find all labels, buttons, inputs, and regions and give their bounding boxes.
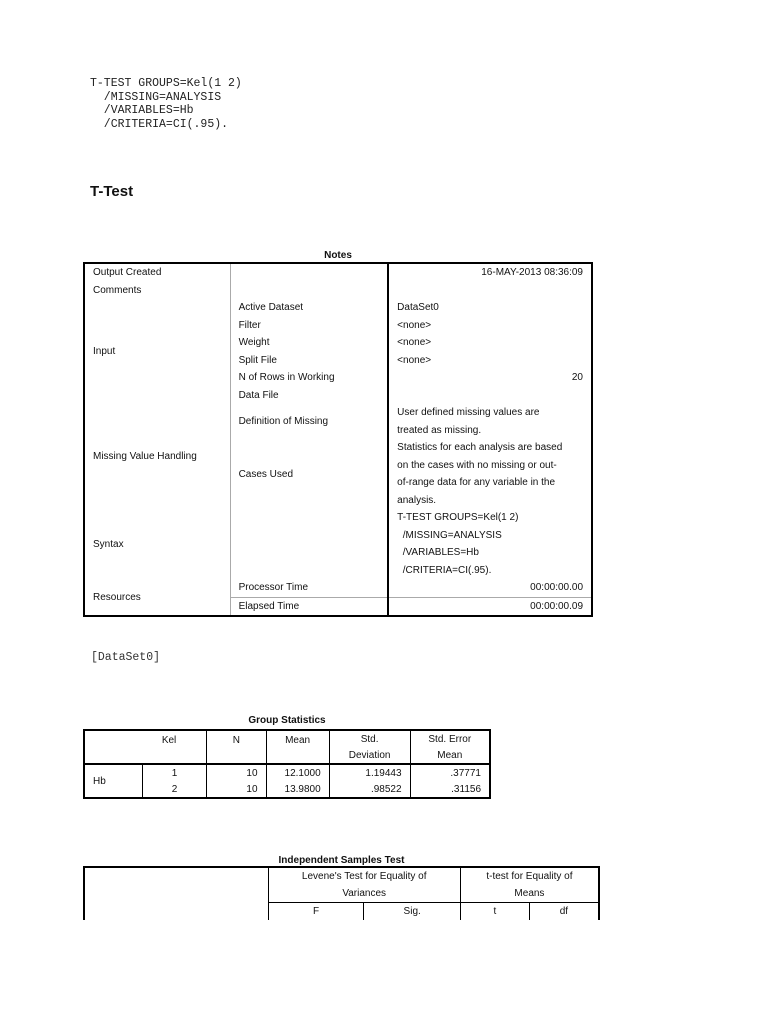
table-row: [84, 579, 592, 597]
missing-value-handling-label: Missing Value Handling: [84, 404, 230, 509]
output-created-value: 16-MAY-2013 08:36:09: [481, 267, 583, 279]
cases-used-label: Cases Used: [230, 439, 388, 509]
processor-time-value: 00:00:00.00: [388, 579, 592, 597]
weight-value: <none>: [397, 337, 432, 349]
elapsed-time-value: 00:00:00.09: [530, 600, 583, 612]
header-mean: Mean: [266, 730, 329, 764]
mean-value: 13.9800: [266, 781, 329, 798]
syntax-value: /VARIABLES=Hb: [397, 547, 479, 559]
syntax-value: /CRITERIA=CI(.95).: [397, 564, 492, 576]
processor-time-label: Processor Time: [230, 579, 388, 597]
independent-test-table: [83, 866, 600, 920]
header-std-deviation: Deviation: [329, 747, 410, 764]
dataset-label: [DataSet0]: [91, 651, 161, 664]
table-row: [84, 867, 599, 885]
group-statistics-caption: Group Statistics: [248, 715, 326, 726]
table-row: [84, 730, 490, 747]
ttest-header: t-test for Equality of: [460, 867, 599, 885]
notes-caption: Notes: [324, 250, 352, 261]
variable-label: Hb: [84, 764, 142, 798]
levene-header: Variances: [268, 885, 460, 903]
ttest-header: Means: [460, 885, 599, 903]
table-row: [84, 299, 592, 317]
syntax-line: T-TEST GROUPS=Kel(1 2): [90, 77, 242, 90]
definition-of-missing-value: User defined missing values are: [397, 407, 540, 419]
split-file-value: <none>: [397, 354, 432, 366]
active-dataset-label: Active Dataset: [230, 299, 388, 317]
cases-used-value: of-range data for any variable in the: [397, 477, 556, 489]
header-kel: Kel: [84, 730, 207, 764]
n-rows-label: N of Rows in Working: [230, 369, 388, 387]
header-f: F: [268, 903, 364, 921]
syntax-value: /MISSING=ANALYSIS: [397, 529, 502, 541]
header-df: df: [529, 903, 599, 921]
mean-value: 12.1000: [266, 764, 329, 781]
syntax-line: /MISSING=ANALYSIS: [90, 90, 222, 104]
table-row: [84, 509, 592, 527]
levene-header: Levene's Test for Equality of: [268, 867, 460, 885]
syntax-block: [90, 77, 242, 131]
syntax-label: Syntax: [84, 509, 230, 579]
syntax-line: /VARIABLES=Hb: [90, 104, 194, 117]
kel-value: 1: [142, 764, 206, 781]
header-t: t: [460, 903, 529, 921]
notes-table: [83, 262, 593, 617]
header-std-error: Std. Error: [410, 730, 490, 747]
filter-label: Filter: [230, 317, 388, 335]
definition-of-missing-value: treated as missing.: [397, 424, 482, 436]
std-dev-value: 1.19443: [329, 764, 410, 781]
cases-used-value: on the cases with no missing or out-: [397, 459, 557, 471]
comments-label: Comments: [84, 282, 230, 300]
header-sig: Sig.: [364, 903, 460, 921]
n-rows-value: 20: [571, 372, 583, 384]
elapsed-time-label: Elapsed Time: [230, 597, 388, 616]
std-dev-value: .98522: [329, 781, 410, 798]
n-value: 10: [207, 781, 266, 798]
definition-of-missing-label: Definition of Missing: [230, 404, 388, 439]
kel-value: 2: [142, 781, 206, 798]
syntax-line: /CRITERIA=CI(.95).: [90, 117, 229, 131]
split-file-label: Split File: [230, 352, 388, 370]
active-dataset-value: DataSet0: [397, 302, 439, 314]
table-row: [84, 764, 490, 781]
table-row: [84, 282, 592, 300]
group-statistics-table: [83, 729, 491, 799]
cases-used-value: Statistics for each analysis are based: [397, 442, 563, 454]
syntax-value: T-TEST GROUPS=Kel(1 2): [397, 512, 519, 524]
data-file-label: Data File: [230, 387, 388, 405]
std-err-value: .31156: [410, 781, 490, 798]
table-row: [84, 263, 592, 282]
header-std-deviation: Std.: [329, 730, 410, 747]
section-title: T-Test: [90, 183, 134, 200]
resources-label: Resources: [84, 579, 230, 616]
table-row: [84, 404, 592, 422]
input-label: Input: [84, 299, 230, 404]
weight-label: Weight: [230, 334, 388, 352]
header-std-error: Mean: [410, 747, 490, 764]
output-created-label: Output Created: [84, 263, 230, 282]
cases-used-value: analysis.: [397, 494, 437, 506]
filter-value: <none>: [397, 319, 432, 331]
n-value: 10: [207, 764, 266, 781]
independent-test-caption: Independent Samples Test: [278, 855, 405, 866]
std-err-value: .37771: [410, 764, 490, 781]
table-row: [84, 781, 490, 798]
header-n: N: [207, 730, 266, 764]
